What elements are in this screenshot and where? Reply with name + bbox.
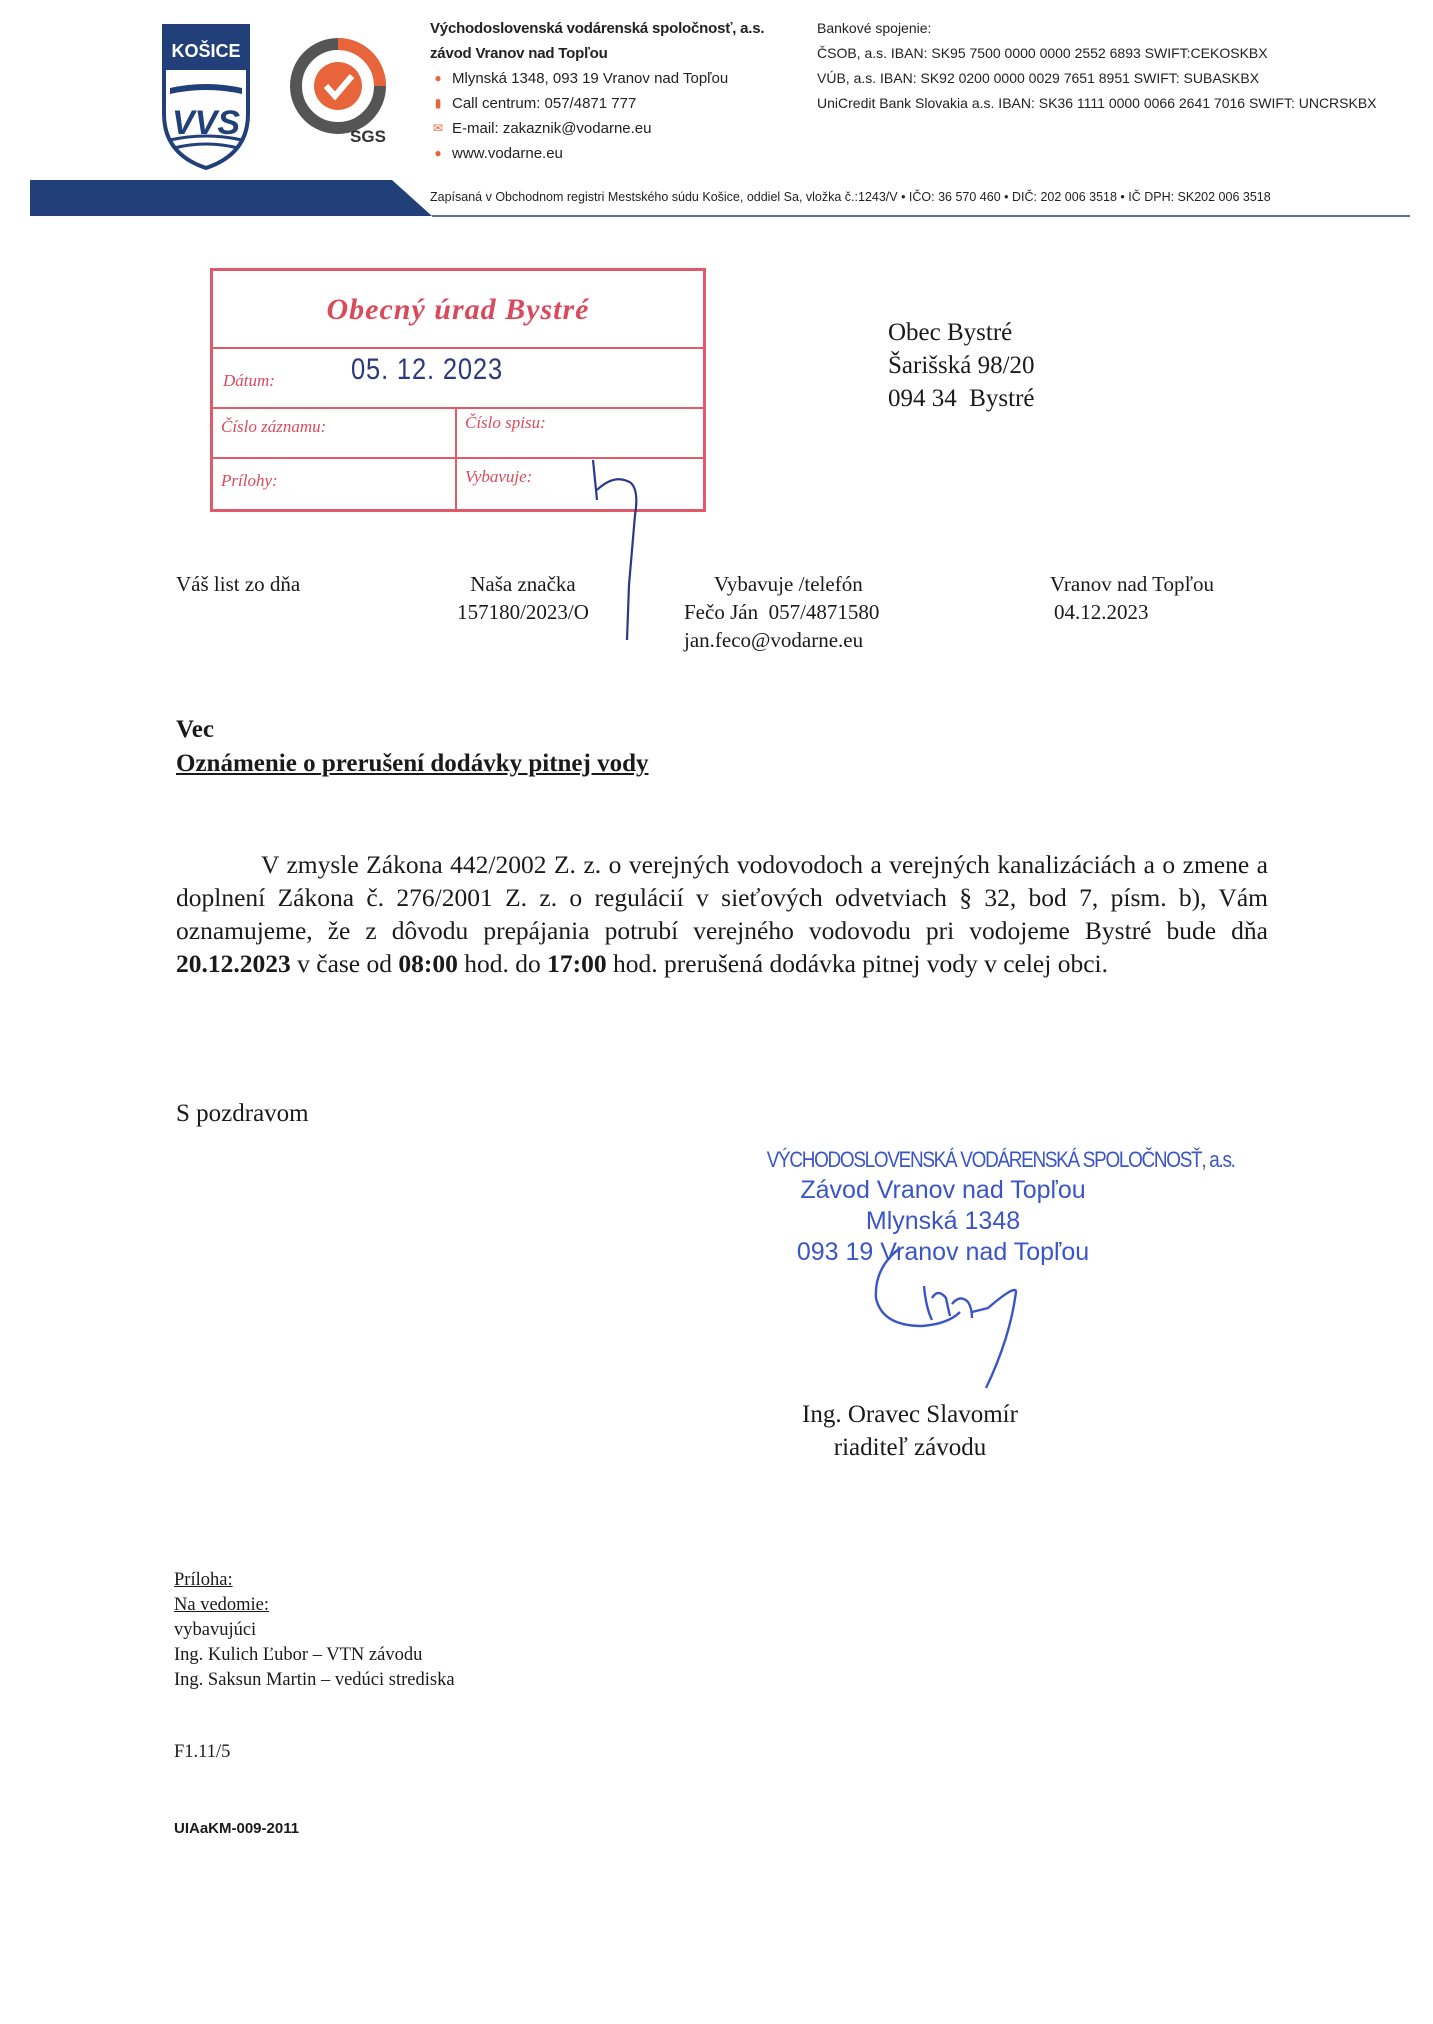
recipient-address	[888, 316, 1035, 415]
bank-line-csob: ČSOB, a.s. IBAN: SK95 7500 0000 0000 2552 6893 SWIFT:CEKOSKBX	[817, 45, 1268, 61]
recipient-line-1: Obec Bystré	[888, 319, 1013, 346]
recipient-line-3: 094 34 Bystré	[888, 385, 1035, 412]
sgs-label: SGS	[350, 127, 386, 146]
registration-text: Zapísaná v Obchodnom registri Mestského súdu Košice, oddiel Sa, vložka č.:1243/V • IČO: 36 570 460 • DIČ: 202 006 3518 • IČ DPH: SK202 006 3518	[430, 190, 1271, 204]
sgs-certification-icon	[290, 38, 390, 148]
ref-our-value: 157180/2023/O	[457, 600, 589, 624]
signer-name: Ing. Oravec Slavomír	[802, 1401, 1018, 1428]
stamp-record-number-label: Číslo záznamu:	[221, 417, 327, 436]
signer-role: riaditeľ závodu	[833, 1434, 987, 1461]
letter-body	[176, 848, 1268, 980]
ref-handler-label: Vybavuje /telefón	[714, 572, 863, 596]
annex-label: Príloha:	[174, 1570, 233, 1590]
bank-line-unicredit: UniCredit Bank Slovakia a.s. IBAN: SK36 1111 0000 0066 2641 7016 SWIFT: UNCRSKBX	[817, 95, 1377, 111]
company-info	[430, 16, 764, 166]
company-logo	[160, 22, 252, 172]
logo-letters: VVS	[171, 104, 241, 142]
location-pin-icon: ●	[434, 71, 442, 85]
ref-date: 04.12.2023	[1054, 600, 1149, 624]
stamp-attachments-label: Prílohy:	[221, 471, 278, 490]
ref-place-date	[1050, 570, 1214, 626]
company-stamp-city: 093 19 Vranov nad Topľou	[796, 1238, 1090, 1266]
body-outage-date: 20.12.2023	[176, 949, 291, 978]
ref-handler-email[interactable]: jan.feco@vodarne.eu	[684, 628, 864, 652]
stamp-date-value: 05. 12. 2023	[351, 353, 504, 386]
document-code: UIAaKM-009-2011	[174, 1820, 300, 1837]
company-name: Východoslovenská vodárenská spoločnosť, a.s.	[430, 20, 765, 37]
director-signature	[868, 1228, 1028, 1398]
ref-your-letter	[176, 570, 300, 598]
stamp-file-number-label: Číslo spisu:	[465, 413, 546, 432]
company-address: Mlynská 1348, 093 19 Vranov nad Topľou	[452, 70, 729, 87]
company-call-center: Call centrum: 057/4871 777	[452, 95, 637, 112]
annex-block	[174, 1568, 455, 1693]
cc-item: Ing. Kulich Ľubor – VTN závodu	[174, 1645, 423, 1665]
stamp-title: Obecný úrad Bystré	[326, 293, 590, 326]
stamp-handler-label: Vybavuje:	[465, 467, 533, 486]
cc-item: vybavujúci	[174, 1620, 257, 1640]
body-text-4: hod. prerušená dodávka pitnej vody v celej obci.	[606, 949, 1108, 978]
body-text-2: v čase od	[290, 949, 399, 978]
logo-city-text: KOŠICE	[171, 41, 241, 61]
ref-handler	[684, 570, 879, 654]
body-paragraph	[176, 848, 1268, 980]
ref-our-label: Naša značka	[470, 572, 576, 596]
subject-label: Vec	[176, 716, 214, 743]
body-text-3: hod. do	[457, 949, 548, 978]
bank-info	[817, 16, 1377, 116]
ref-our-reference	[438, 570, 608, 626]
recipient-line-2: Šarišská 98/20	[888, 352, 1035, 379]
company-stamp-street: Mlynská 1348	[865, 1207, 1021, 1235]
company-plant: závod Vranov nad Topľou	[430, 45, 608, 62]
body-time-from: 08:00	[398, 949, 458, 978]
phone-icon: ▮	[434, 96, 442, 110]
company-stamp-name: VÝCHODOSLOVENSKÁ VODÁRENSKÁ SPOLOČNOSŤ, a.s.	[766, 1147, 1235, 1172]
web-icon: ●	[434, 146, 442, 160]
ref-handler-value: Fečo Ján 057/4871580	[684, 600, 880, 624]
company-stamp-plant: Závod Vranov nad Topľou	[800, 1176, 1086, 1204]
body-time-to: 17:00	[547, 949, 607, 978]
greeting: S pozdravom	[176, 1100, 309, 1127]
stamp-date-label: Dátum:	[223, 371, 275, 390]
email-icon: ✉	[432, 121, 444, 135]
company-email[interactable]: E-mail: zakaznik@vodarne.eu	[452, 120, 652, 137]
company-web[interactable]: www.vodarne.eu	[452, 145, 563, 162]
cc-label: Na vedomie:	[174, 1595, 270, 1615]
ref-your-letter-label: Váš list zo dňa	[176, 572, 301, 596]
bank-title: Bankové spojenie:	[817, 20, 932, 36]
signer-block	[760, 1398, 1060, 1464]
cc-item: Ing. Saksun Martin – vedúci strediska	[174, 1670, 455, 1690]
bank-line-vub: VÚB, a.s. IBAN: SK92 0200 0000 0029 7651 8951 SWIFT: SUBASKBX	[817, 70, 1260, 86]
subject-title: Oznámenie o prerušení dodávky pitnej vody	[176, 750, 649, 777]
ref-place: Vranov nad Topľou	[1050, 572, 1215, 596]
form-code: F1.11/5	[174, 1742, 231, 1762]
body-text-1: V zmysle Zákona 442/2002 Z. z. o verejných vodovodoch a verejných kanalizáciách a o zmene a doplnení Zákona č. 276/2001 Z. z. o regulácií v sieťových odvetviach § 32, bod 7, písm. b), Vám oznamujeme, že z dôvodu prepájania potrubí verejného vodovodu pri vodojeme Bystré bude dňa	[176, 850, 1268, 945]
